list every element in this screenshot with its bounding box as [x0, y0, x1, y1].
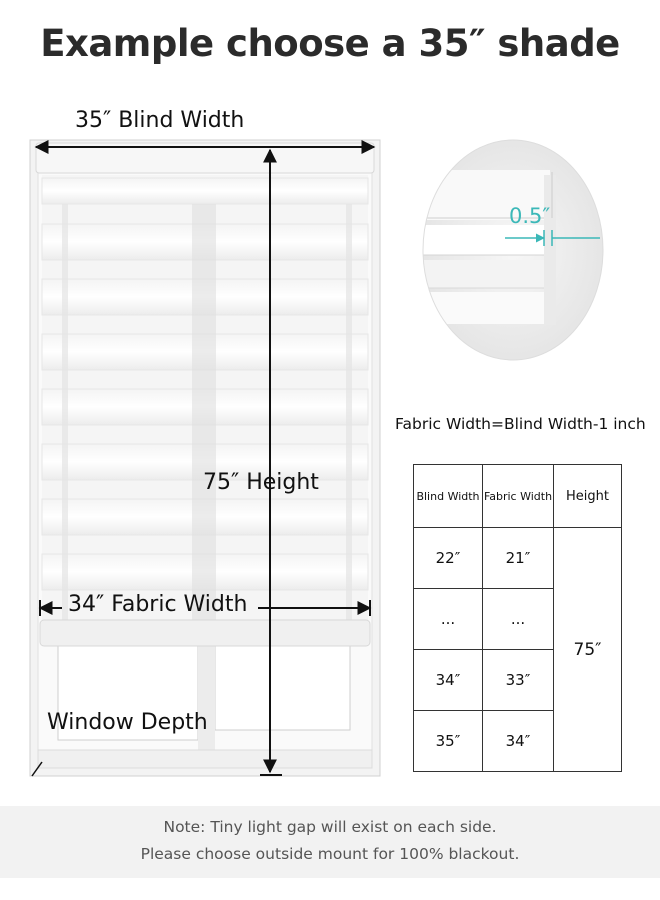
table-cell: 34″: [483, 711, 554, 772]
note-line-1: Note: Tiny light gap will exist on each side.: [163, 818, 497, 836]
gap-label: 0.5″: [509, 204, 551, 228]
blind-width-label: 35″ Blind Width: [75, 108, 245, 133]
note-line-2: Please choose outside mount for 100% blackout.: [140, 845, 520, 863]
fabric-width-formula: Fabric Width=Blind Width-1 inch: [395, 415, 646, 433]
header-blind-width: Blind Width: [414, 465, 483, 528]
zoom-detail: [420, 140, 603, 360]
blind-slats: [40, 175, 370, 646]
table-cell: ...: [414, 589, 483, 650]
table-cell: 22″: [414, 528, 483, 589]
table-header-row: [414, 465, 622, 528]
table-cell: 21″: [483, 528, 554, 589]
header-fabric-width: Fabric Width: [483, 465, 554, 528]
window-depth-label: Window Depth: [47, 710, 208, 735]
page-title: Example choose a 35″ shade: [40, 22, 620, 65]
note-banner: [0, 806, 660, 878]
height-label: 75″ Height: [203, 470, 319, 495]
table-cell: 33″: [483, 650, 554, 711]
table-row: [414, 528, 622, 589]
height-value-cell: 75″: [554, 528, 622, 772]
table-cell: 35″: [414, 711, 483, 772]
header-height: Height: [554, 465, 622, 528]
size-table: [413, 464, 622, 772]
table-cell: 34″: [414, 650, 483, 711]
table-cell: ...: [483, 589, 554, 650]
fabric-width-label: 34″ Fabric Width: [68, 592, 248, 617]
